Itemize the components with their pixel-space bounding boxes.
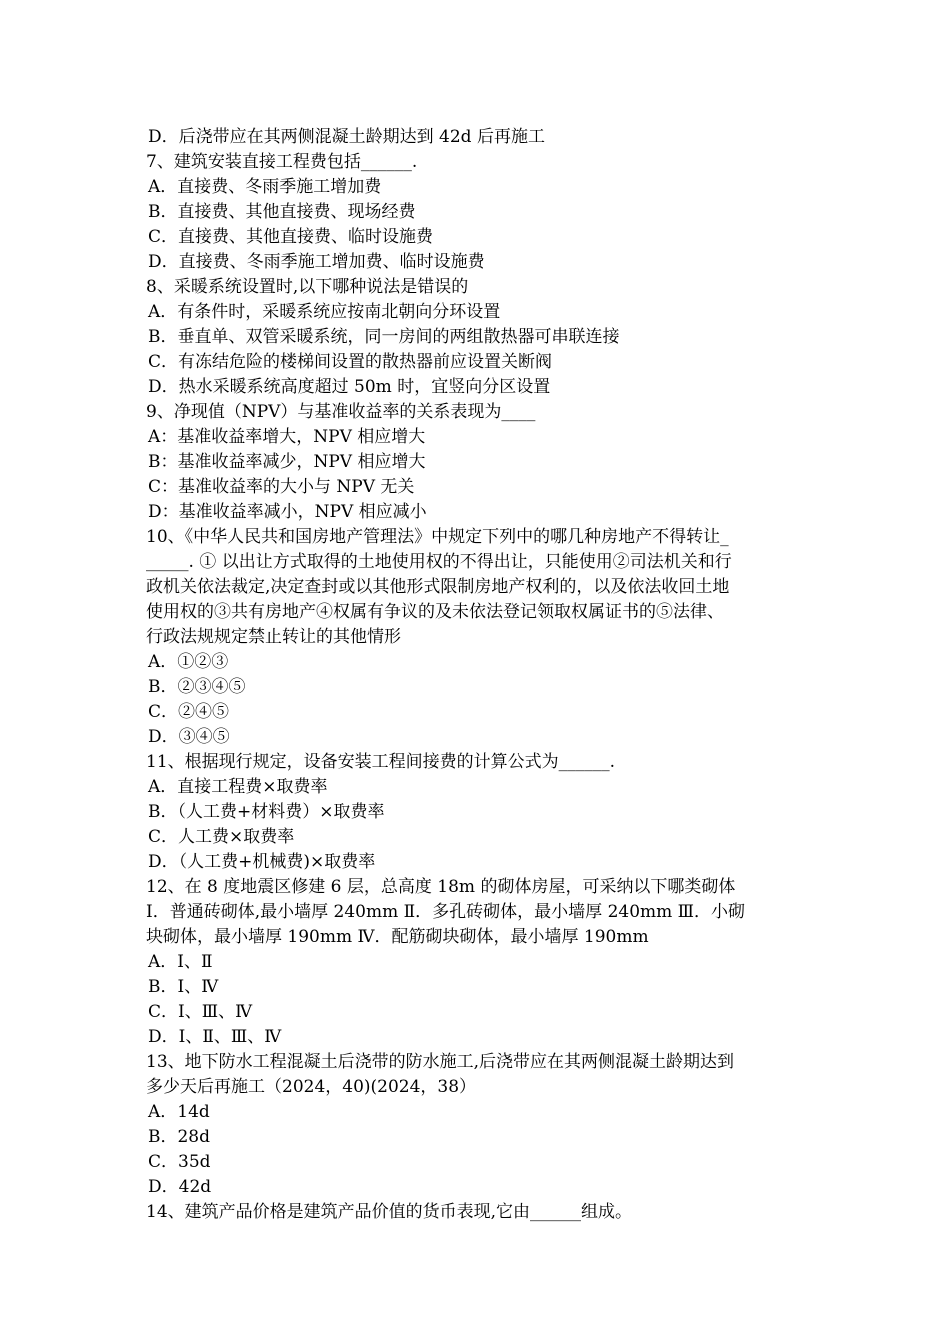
answer-option: D．后浇带应在其两侧混凝土龄期达到 42d 后再施工 [148, 127, 545, 147]
answer-option: B．28d [148, 1127, 211, 1147]
answer-option: A．14d [148, 1102, 210, 1122]
question-text: 11、根据现行规定，设备安装工程间接费的计算公式为______. [146, 752, 616, 772]
answer-option: B．直接费、其他直接费、现场经费 [148, 202, 416, 222]
question-text: 政机关依法裁定,决定查封或以其他形式限制房地产权利的，以及依法收回土地 [146, 577, 730, 597]
answer-option: B：基准收益率减少，NPV 相应增大 [148, 452, 426, 472]
answer-option: C．有冻结危险的楼梯间设置的散热器前应设置关断阀 [148, 352, 553, 372]
answer-option: A．Ⅰ、Ⅱ [148, 952, 213, 972]
question-text: 14、建筑产品价格是建筑产品价值的货币表现,它由______组成。 [146, 1202, 633, 1222]
answer-option: B．垂直单、双管采暖系统，同一房间的两组散热器可串联连接 [148, 327, 620, 347]
question-text: 8、采暖系统设置时,以下哪种说法是错误的 [146, 277, 469, 297]
answer-option: C．35d [148, 1152, 211, 1172]
answer-option: C：基准收益率的大小与 NPV 无关 [148, 477, 415, 497]
answer-option: D．③④⑤ [148, 727, 230, 747]
answer-option: C．直接费、其他直接费、临时设施费 [148, 227, 434, 247]
question-text: 块砌体，最小墙厚 190mm Ⅳ．配筋砌块砌体，最小墙厚 190mm [146, 927, 649, 947]
question-text: _____. ① 以出让方式取得的土地使用权的不得出让，只能使用②司法机关和行 [146, 552, 732, 572]
answer-option: A：基准收益率增大，NPV 相应增大 [148, 427, 426, 447]
answer-option: A．有条件时，采暖系统应按南北朝向分环设置 [148, 302, 501, 322]
question-text: 12、在 8 度地震区修建 6 层，总高度 18m 的砌体房屋，可采纳以下哪类砌体 [146, 877, 736, 897]
question-text: Ⅰ．普通砖砌体,最小墙厚 240mm Ⅱ．多孔砖砌体，最小墙厚 240mm Ⅲ．小砌 [146, 902, 746, 922]
question-text: 使用权的③共有房地产④权属有争议的及未依法登记领取权属证书的⑤法律、 [146, 602, 724, 622]
answer-option: C．②④⑤ [148, 702, 230, 722]
answer-option: B．Ⅰ、Ⅳ [148, 977, 219, 997]
answer-option: A．直接工程费×取费率 [148, 777, 328, 797]
answer-option: B．②③④⑤ [148, 677, 246, 697]
question-text: 多少天后再施工（2024，40)(2024，38） [146, 1077, 477, 1097]
question-text: 7、建筑安装直接工程费包括______. [146, 152, 418, 172]
answer-option: D．热水采暖系统高度超过 50m 时，宜竖向分区设置 [148, 377, 551, 397]
question-text: 行政法规规定禁止转让的其他情形 [146, 627, 401, 647]
question-text: 10、《中华人民共和国房地产管理法》中规定下列中的哪几种房地产不得转让_ [146, 527, 729, 547]
answer-option: D．Ⅰ、Ⅱ、Ⅲ、Ⅳ [148, 1027, 282, 1047]
answer-option: A．直接费、冬雨季施工增加费 [148, 177, 382, 197]
answer-option: A．①②③ [148, 652, 229, 672]
answer-option: C．Ⅰ、Ⅲ、Ⅳ [148, 1002, 253, 1022]
question-text: 13、地下防水工程混凝土后浇带的防水施工,后浇带应在其两侧混凝土龄期达到 [146, 1052, 735, 1072]
answer-option: B．（人工费+材料费）×取费率 [148, 802, 385, 822]
answer-option: D．（人工费+机械费)×取费率 [148, 852, 376, 872]
question-text: 9、净现值（NPV）与基准收益率的关系表现为____ [146, 402, 536, 422]
answer-option: C．人工费×取费率 [148, 827, 295, 847]
answer-option: D．42d [148, 1177, 212, 1197]
answer-option: D：基准收益率减小，NPV 相应减小 [148, 502, 427, 522]
answer-option: D．直接费、冬雨季施工增加费、临时设施费 [148, 252, 485, 272]
document-body [146, 125, 808, 1225]
